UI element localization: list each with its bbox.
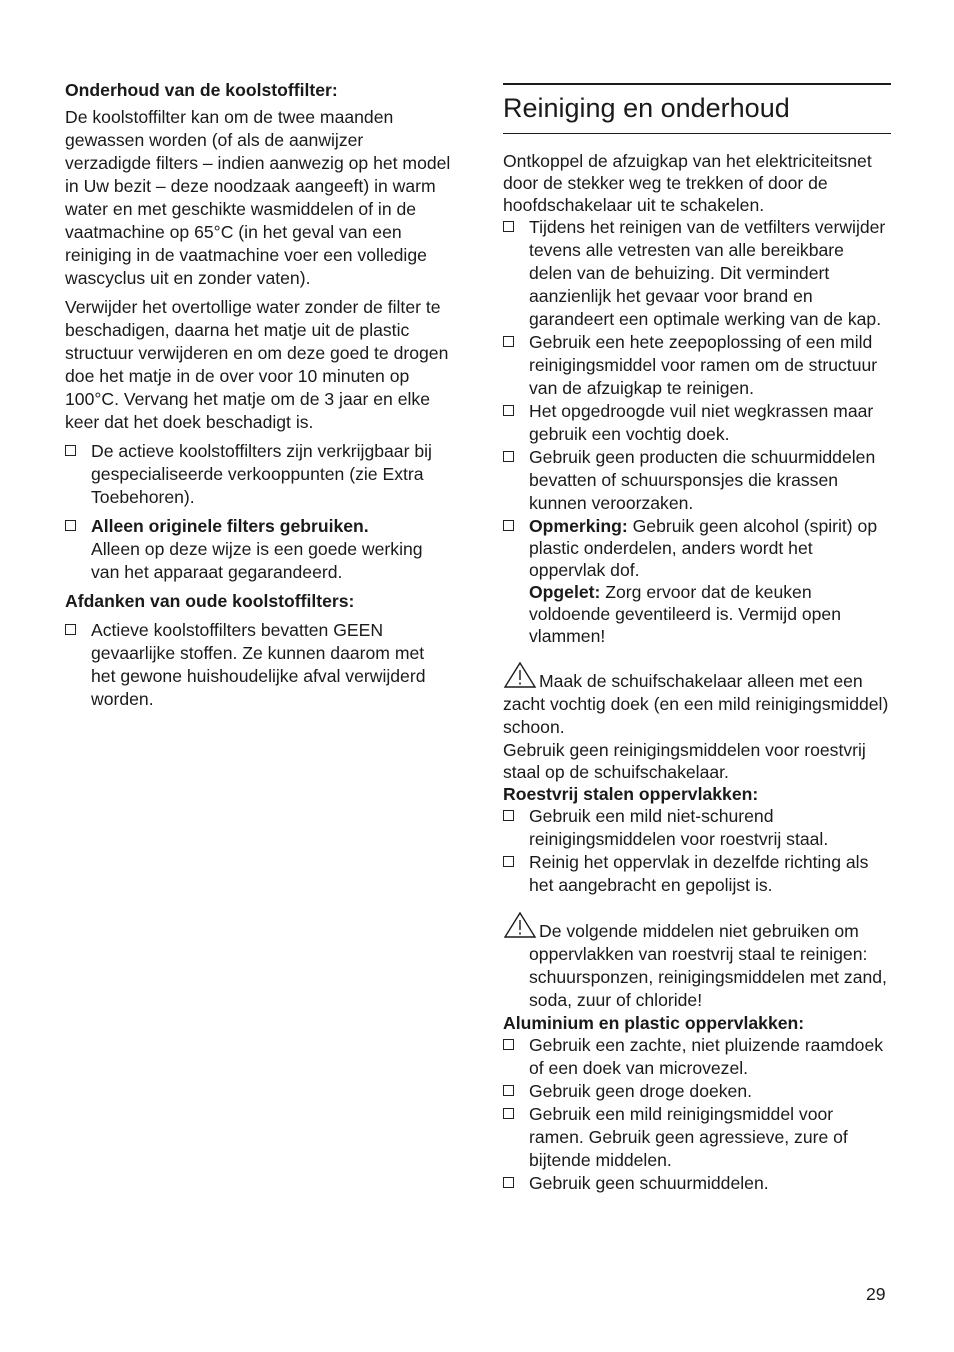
bullet-text: Gebruik geen droge doeken. [529, 1081, 753, 1101]
list-item [503, 216, 891, 331]
bullet-text: Tijdens het reinigen van de vetfilters verwijder tevens alle vetresten van alle bereikbare delen van de behuizing. Dit vermindert aanzienlijk het gevaar voor brand en garandeert een optimale werking van de kap. [529, 217, 886, 329]
list-item [503, 1034, 891, 1080]
bullet-text: Het opgedroogde vuil niet wegkrassen maar gebruik een vochtig doek. [529, 401, 874, 444]
checkbox-bullet-icon [65, 624, 76, 635]
list-item [503, 446, 891, 515]
warning-switch-cleaning [503, 661, 891, 739]
checkbox-bullet-icon [503, 810, 514, 821]
checkbox-bullet-icon [503, 1039, 514, 1050]
warning-triangle-icon [503, 911, 537, 939]
note-text: Gebruik geen alcohol (spirit) op plastic onderdelen, anders wordt het oppervlak dof. [529, 516, 878, 580]
page-title: Reiniging en onderhoud [503, 93, 790, 123]
intro-paragraph: Ontkoppel de afzuigkap van het elektriciteitsnet door de stekker weg te trekken of door de hoofdschakelaar uit te schakelen. [503, 151, 872, 215]
bullet-bold-text: Alleen originele filters gebruiken. [91, 516, 369, 536]
warning-stainless-steel [503, 911, 891, 1012]
warning-text: Maak de schuifschakelaar alleen met een zacht vochtig doek (en een mild reinigingsmiddel) schoon. [503, 671, 889, 737]
warning-triangle-icon [503, 661, 537, 689]
list-item [503, 400, 891, 446]
warning-extra-text: Gebruik geen reinigingsmiddelen voor roestvrij staal op de schuifschakelaar. [503, 740, 866, 782]
checkbox-bullet-icon [65, 520, 76, 531]
bullet-text: Gebruik een hete zeepoplossing of een mild reinigingsmiddel voor ramen om de structuur van de afzuigkap te reinigen. [529, 332, 878, 398]
checkbox-bullet-icon [503, 221, 514, 232]
checkbox-bullet-icon [503, 520, 514, 531]
checkbox-bullet-icon [503, 856, 514, 867]
bullet-text: Gebruik een zachte, niet pluizende raamdoek of een doek van microvezel. [529, 1035, 884, 1078]
bullet-text: Actieve koolstoffilters bevatten GEEN gevaarlijke stoffen. Ze kunnen daarom met het gewone huishoudelijke afval verwijderd worden. [91, 620, 426, 709]
page-number: 29 [866, 1284, 886, 1304]
list-item [503, 1103, 891, 1172]
bullet-text: De actieve koolstoffilters zijn verkrijgbaar bij gespecialiseerde verkooppunten (zie Extra Toebehoren). [91, 441, 432, 507]
checkbox-bullet-icon [503, 451, 514, 462]
section-heading-carbon-filter-maintenance: Onderhoud van de koolstoffilter: [65, 80, 338, 100]
list-item [503, 331, 891, 400]
right-column [503, 83, 891, 1195]
list-item [503, 805, 891, 851]
list-item [65, 515, 453, 584]
checkbox-bullet-icon [503, 405, 514, 416]
note-label: Opmerking: [529, 516, 628, 536]
list-item [503, 851, 891, 897]
list-item [503, 515, 891, 647]
paragraph-carbon-filter-drying: Verwijder het overtollige water zonder de filter te beschadigen, daarna het matje uit de plastic structuur verwijderen en om deze goed te drogen doe het matje in de over voor 10 minuten op 100°C. Vervang het matje om de 3 jaar en elke keer dat het doek beschadigt is. [65, 297, 449, 432]
bullet-text: Alleen op deze wijze is een goede werking van het apparaat gegarandeerd. [91, 539, 423, 582]
bullet-text: Gebruik een mild niet-schurend reinigingsmiddelen voor roestvrij staal. [529, 806, 829, 849]
checkbox-bullet-icon [503, 1108, 514, 1119]
warning-text: De volgende middelen niet gebruiken om oppervlakken van roestvrij staal te reinigen: schuursponzen, reinigingsmiddelen met zand, soda, zuur of chloride! [529, 921, 887, 1010]
bullet-text: Gebruik geen producten die schuurmiddelen bevatten of schuursponsjes die krassen kunnen veroorzaken. [529, 447, 876, 513]
checkbox-bullet-icon [65, 445, 76, 456]
checkbox-bullet-icon [503, 1085, 514, 1096]
bullet-text: Reinig het oppervlak in dezelfde richting als het aangebracht en gepolijst is. [529, 852, 869, 895]
left-column [65, 79, 453, 717]
section-heading-aluminium-plastic: Aluminium en plastic oppervlakken: [503, 1013, 805, 1033]
bullet-text: Gebruik geen schuurmiddelen. [529, 1173, 769, 1193]
list-item [503, 1080, 891, 1103]
list-item [65, 440, 453, 509]
caution-text: Zorg ervoor dat de keuken voldoende geventileerd is. Vermijd open vlammen! [529, 582, 842, 646]
paragraph-carbon-filter-washing: De koolstoffilter kan om de twee maanden gewassen worden (of als de aanwijzer verzadigde filters – indien aanwezig op het model in Uw bezit – deze noodzaak aangeeft) in warm water en met geschikte wasmiddelen of in de vaatmachine op 65°C (in het geval van een reiniging in de vaatmachine voer een volledige wascyclus uit en zonder vaten). [65, 107, 451, 288]
section-heading-disposal: Afdanken van oude koolstoffilters: [65, 591, 355, 611]
caution-label: Opgelet: [529, 582, 601, 602]
checkbox-bullet-icon [503, 1177, 514, 1188]
bullet-text: Gebruik een mild reinigingsmiddel voor ramen. Gebruik geen agressieve, zure of bijtende middelen. [529, 1104, 848, 1170]
checkbox-bullet-icon [503, 336, 514, 347]
section-heading-stainless-steel: Roestvrij stalen oppervlakken: [503, 784, 759, 804]
list-item [65, 619, 453, 711]
list-item [503, 1172, 891, 1195]
